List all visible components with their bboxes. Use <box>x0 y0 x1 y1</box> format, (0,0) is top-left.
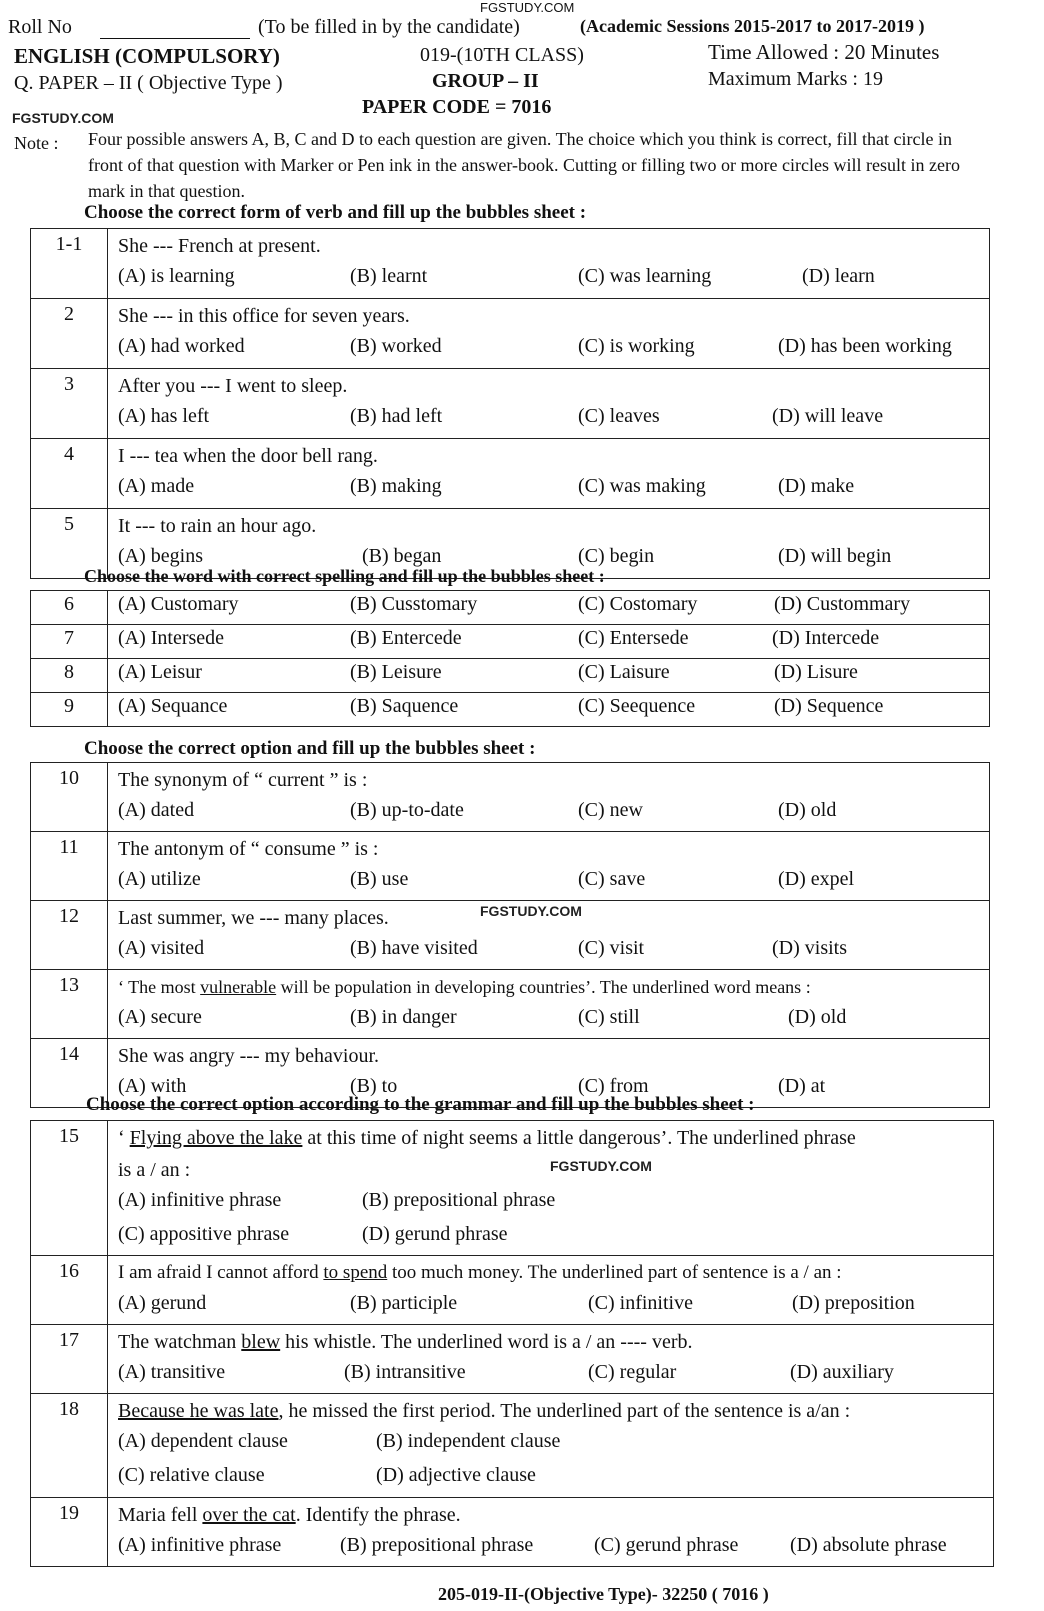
option-c: (C) save <box>578 868 646 890</box>
footer-code: 205-019-II-(Objective Type)- 32250 ( 7016 ) <box>438 1584 769 1604</box>
question-stem: ‘ The most vulnerable will be population in developing countries’. The underlined word means : <box>118 977 811 997</box>
question-row <box>31 1498 994 1567</box>
option-d: (D) expel <box>778 868 855 890</box>
option-a: (A) Leisur <box>118 661 202 683</box>
underlined-clause: Because he was late <box>118 1400 279 1422</box>
question-row <box>31 832 990 901</box>
option-a: (A) visited <box>118 937 205 959</box>
question-stem: ‘ Flying above the lake at this time of night seems a little dangerous’. The underlined phrase <box>118 1127 856 1149</box>
option-c: (C) infinitive <box>588 1292 693 1314</box>
option-d: (D) learn <box>802 265 875 287</box>
option-c: (C) visit <box>578 937 645 959</box>
option-a: (A) Customary <box>118 593 239 615</box>
question-number: 19 <box>31 1498 108 1567</box>
option-b: (B) have visited <box>350 937 478 959</box>
question-row <box>31 625 990 659</box>
question-stem: The watchman blew his whistle. The underlined word is a / an ---- verb. <box>118 1331 693 1353</box>
question-stem: She --- French at present. <box>118 235 321 257</box>
question-row <box>31 439 990 509</box>
question-number: 1-1 <box>31 229 108 299</box>
question-stem: It --- to rain an hour ago. <box>118 515 317 537</box>
option-d: (D) has been working <box>778 335 952 357</box>
question-stem: Last summer, we --- many places. <box>118 907 389 929</box>
question-row <box>31 591 990 625</box>
section-heading-spelling: Choose the word with correct spelling and fill up the bubbles sheet : <box>84 566 605 586</box>
option-d: (D) will begin <box>778 545 892 567</box>
option-b: (B) began <box>362 545 442 567</box>
verb-questions-table <box>30 228 990 579</box>
paper-code: PAPER CODE = 7016 <box>362 96 552 118</box>
question-number: 8 <box>31 659 108 693</box>
time-allowed: Time Allowed : 20 Minutes <box>708 40 940 64</box>
question-stem-line2: is a / an : <box>118 1159 191 1181</box>
note-label: Note : <box>14 133 59 153</box>
question-number: 6 <box>31 591 108 625</box>
watermark-mid: FGSTUDY.COM <box>480 903 582 919</box>
option-c: (C) was making <box>578 475 706 497</box>
option-c: (C) was learning <box>578 265 712 287</box>
option-a: (A) with <box>118 1075 187 1097</box>
option-c: (C) Seequence <box>578 695 696 717</box>
question-body <box>108 229 990 299</box>
option-d: (D) absolute phrase <box>790 1534 947 1556</box>
question-row <box>31 1394 994 1498</box>
question-number: 5 <box>31 509 108 579</box>
option-c: (C) is working <box>578 335 695 357</box>
option-a: (A) infinitive phrase <box>118 1534 282 1556</box>
question-number: 9 <box>31 693 108 727</box>
site-banner: FGSTUDY.COM <box>480 0 575 15</box>
option-a: (A) Sequance <box>118 695 228 717</box>
option-a: (A) gerund <box>118 1292 207 1314</box>
watermark-left: FGSTUDY.COM <box>12 110 114 126</box>
question-number: 16 <box>31 1256 108 1325</box>
question-number: 7 <box>31 625 108 659</box>
question-row <box>31 659 990 693</box>
option-c: (C) regular <box>588 1361 677 1383</box>
underlined-phrase: Flying above the lake <box>129 1127 303 1149</box>
option-c: (C) still <box>578 1006 640 1028</box>
question-number: 15 <box>31 1121 108 1256</box>
option-d: (D) old <box>778 799 837 821</box>
question-row <box>31 763 990 832</box>
academic-sessions: (Academic Sessions 2015-2017 to 2017-2019 ) <box>580 16 925 36</box>
grammar-questions-table <box>30 1120 994 1567</box>
group-label: GROUP – II <box>432 70 539 92</box>
max-marks: Maximum Marks : 19 <box>708 68 883 90</box>
option-d: (D) gerund phrase <box>362 1223 508 1245</box>
option-b: (B) Saquence <box>350 695 459 717</box>
question-stem: I am afraid I cannot afford to spend too much money. The underlined part of sentence is a / an : <box>118 1262 842 1283</box>
roll-no-label: Roll No <box>8 16 72 38</box>
option-d: (D) will leave <box>772 405 884 427</box>
option-b: (B) prepositional phrase <box>340 1534 534 1556</box>
underlined-word: vulnerable <box>200 977 277 997</box>
question-number: 17 <box>31 1325 108 1394</box>
question-number: 3 <box>31 369 108 439</box>
option-b: (B) in danger <box>350 1006 457 1028</box>
option-a: (A) dependent clause <box>118 1430 288 1452</box>
option-d: (D) adjective clause <box>376 1464 536 1486</box>
option-b: (B) independent clause <box>376 1430 561 1452</box>
option-b: (B) Entercede <box>350 627 462 649</box>
option-d: (D) old <box>788 1006 847 1028</box>
paper-type: Q. PAPER – II ( Objective Type ) <box>14 72 283 94</box>
question-row <box>31 970 990 1039</box>
option-a: (A) made <box>118 475 195 497</box>
question-row <box>31 693 990 727</box>
question-number: 2 <box>31 299 108 369</box>
option-d: (D) Custommary <box>774 593 911 615</box>
option-d: (D) Sequence <box>774 695 884 717</box>
question-number: 18 <box>31 1394 108 1498</box>
question-stem: Because he was late, he missed the first period. The underlined part of the sentence is a/an : <box>118 1400 851 1422</box>
option-b: (B) Leisure <box>350 661 442 683</box>
question-stem: The synonym of “ current ” is : <box>118 769 368 791</box>
question-row <box>31 299 990 369</box>
option-c: (C) Entersede <box>578 627 689 649</box>
option-b: (B) use <box>350 868 409 890</box>
option-b: (B) participle <box>350 1292 458 1314</box>
question-row <box>31 1325 994 1394</box>
option-b: (B) up-to-date <box>350 799 464 821</box>
section-heading-vocabulary: Choose the correct option and fill up the bubbles sheet : <box>84 738 536 759</box>
option-c: (C) Laisure <box>578 661 670 683</box>
question-stem: After you --- I went to sleep. <box>118 375 348 397</box>
class-code: 019-(10TH CLASS) <box>420 44 584 66</box>
option-b: (B) had left <box>350 405 443 427</box>
question-number: 11 <box>31 832 108 901</box>
question-number: 14 <box>31 1039 108 1108</box>
option-d: (D) make <box>778 475 855 497</box>
watermark-mid-2: FGSTUDY.COM <box>550 1158 652 1174</box>
option-c: (C) relative clause <box>118 1464 265 1486</box>
question-stem: I --- tea when the door bell rang. <box>118 445 378 467</box>
question-number: 10 <box>31 763 108 832</box>
question-stem: She was angry --- my behaviour. <box>118 1045 380 1067</box>
question-number: 13 <box>31 970 108 1039</box>
option-c: (C) appositive phrase <box>118 1223 290 1245</box>
underlined-phrase: to spend <box>323 1262 388 1283</box>
option-d: (D) Intercede <box>772 627 880 649</box>
question-number: 12 <box>31 901 108 970</box>
option-a: (A) utilize <box>118 868 201 890</box>
option-d: (D) visits <box>772 937 847 959</box>
option-a: (A) Intersede <box>118 627 225 649</box>
option-b: (B) Cusstomary <box>350 593 478 615</box>
option-c: (C) new <box>578 799 643 821</box>
option-c: (C) leaves <box>578 405 660 427</box>
option-a: (A) infinitive phrase <box>118 1189 282 1211</box>
underlined-word: blew <box>241 1331 281 1353</box>
question-stem: She --- in this office for seven years. <box>118 305 410 327</box>
question-row <box>31 1121 994 1256</box>
option-d: (D) Lisure <box>774 661 858 683</box>
option-c: (C) from <box>578 1075 649 1097</box>
question-row <box>31 229 990 299</box>
option-b: (B) making <box>350 475 442 497</box>
note-text: Four possible answers A, B, C and D to each question are given. The choice which you think is correct, fill that circle in front of that question with Marker or Pen ink in the answer-book. Cutting or filling two or more circles will result in zero mark in that question. <box>88 129 960 201</box>
roll-no-line <box>100 38 250 39</box>
option-a: (A) transitive <box>118 1361 226 1383</box>
question-stem: Maria fell over the cat. Identify the phrase. <box>118 1504 461 1526</box>
underlined-phrase: over the cat <box>202 1504 296 1526</box>
option-b: (B) to <box>350 1075 398 1097</box>
question-row <box>31 369 990 439</box>
section-heading-verb: Choose the correct form of verb and fill up the bubbles sheet : <box>84 202 587 223</box>
option-b: (B) learnt <box>350 265 428 287</box>
option-c: (C) Costomary <box>578 593 698 615</box>
option-c: (C) begin <box>578 545 655 567</box>
question-stem: The antonym of “ consume ” is : <box>118 838 379 860</box>
question-row <box>31 1256 994 1325</box>
option-d: (D) preposition <box>792 1292 915 1314</box>
option-a: (A) is learning <box>118 265 235 287</box>
candidate-note: (To be filled in by the candidate) <box>258 16 520 38</box>
option-b: (B) prepositional phrase <box>362 1189 556 1211</box>
option-a: (A) secure <box>118 1006 202 1028</box>
section-heading-grammar: Choose the correct option according to the grammar and fill up the bubbles sheet : <box>86 1094 755 1115</box>
option-a: (A) had worked <box>118 335 245 357</box>
option-b: (B) intransitive <box>344 1361 466 1383</box>
option-b: (B) worked <box>350 335 442 357</box>
option-d: (D) at <box>778 1075 826 1097</box>
subject-title: ENGLISH (COMPULSORY) <box>14 44 280 68</box>
question-number: 4 <box>31 439 108 509</box>
option-d: (D) auxiliary <box>790 1361 894 1383</box>
vocabulary-questions-table <box>30 762 990 1108</box>
option-a: (A) dated <box>118 799 195 821</box>
spelling-questions-table <box>30 590 990 727</box>
option-c: (C) gerund phrase <box>594 1534 739 1556</box>
option-a: (A) begins <box>118 545 203 567</box>
option-a: (A) has left <box>118 405 210 427</box>
